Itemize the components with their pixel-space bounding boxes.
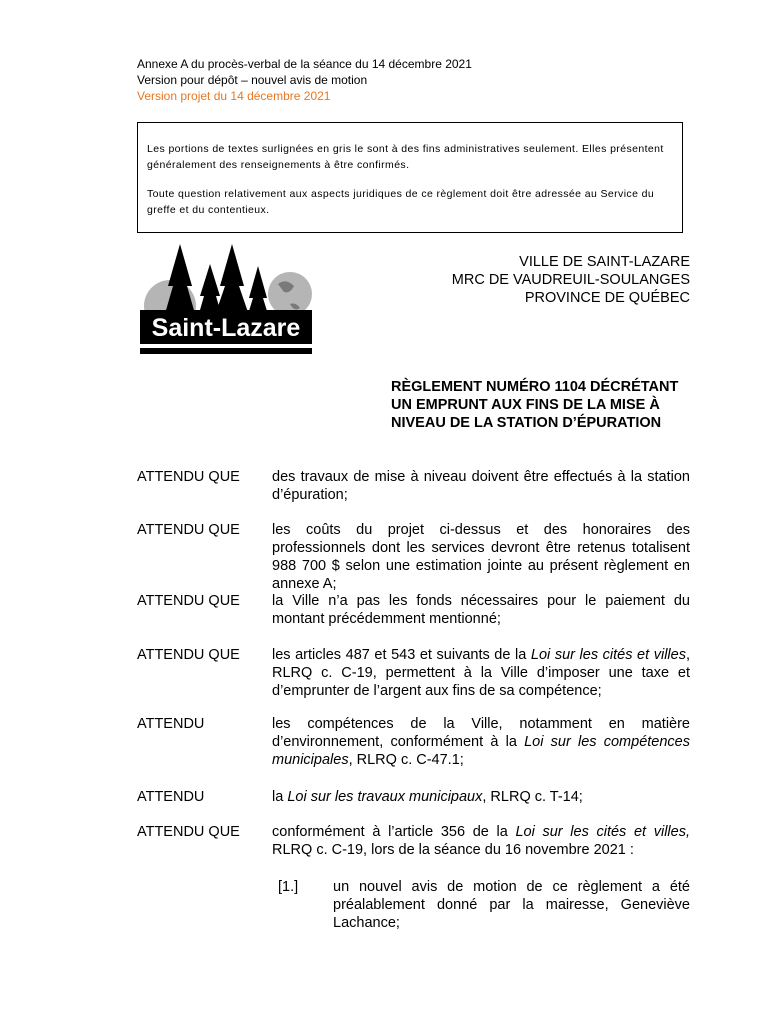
- sub-item-text: un nouvel avis de motion de ce règlement a été préalablement donné par la mairesse, Geneviève Lachance;: [333, 879, 690, 931]
- law-title: Loi sur les cités et villes: [530, 647, 686, 663]
- clause-label: ATTENDU QUE: [137, 522, 240, 538]
- logo-text: Saint-Lazare: [151, 314, 301, 342]
- city-line-2: MRC DE VAUDREUIL-SOULANGES: [451, 272, 690, 288]
- header-line-3: Version projet du 14 décembre 2021: [137, 89, 331, 103]
- clause-text-part: , RLRQ c. C-47.1;: [348, 752, 464, 768]
- law-title: Loi sur les compétences municipales: [272, 734, 690, 768]
- clause-text: [272, 788, 690, 806]
- clause-text: des travaux de mise à niveau doivent être effectués à la station d’épuration;: [272, 469, 690, 503]
- clause-label: ATTENDU: [137, 716, 205, 732]
- clause-label: ATTENDU QUE: [137, 593, 240, 609]
- clause-label: ATTENDU QUE: [137, 469, 240, 485]
- clause-text-part: RLRQ c. C-19, lors de la séance du 16 novembre 2021 :: [272, 842, 634, 858]
- law-title: Loi sur les cités et villes,: [515, 824, 690, 840]
- admin-notice-box: [137, 122, 683, 233]
- clause-text: les coûts du projet ci-dessus et des honoraires des professionnels dont les services devront être retenus totalisent 988 700 $ selon une estimation jointe au présent règlement en annexe A;: [272, 522, 690, 592]
- clause-label: ATTENDU: [137, 789, 205, 805]
- sub-item-number: [1.]: [278, 879, 299, 895]
- clause-text-part: conformément à l’article 356 de la: [272, 824, 516, 840]
- city-line-1: VILLE DE SAINT-LAZARE: [519, 254, 690, 270]
- notice-paragraph-1: Les portions de textes surlignées en gris le sont à des fins administratives seulement. Elles présentent généralement des renseignements à être confirmés.: [147, 143, 664, 171]
- bylaw-title: RÈGLEMENT NUMÉRO 1104 DÉCRÉTANT UN EMPRUNT AUX FINS DE LA MISE À NIVEAU DE LA STATION D’ÉPURATION: [391, 379, 679, 431]
- clause-label: ATTENDU QUE: [137, 647, 240, 663]
- header-line-1: Annexe A du procès-verbal de la séance du 14 décembre 2021: [137, 57, 472, 71]
- clause-text-part: les compétences de la Ville, notamment en matière d’environnement, conformément à la: [272, 716, 690, 750]
- saint-lazare-logo-icon: [140, 244, 312, 364]
- notice-paragraph-2: Toute question relativement aux aspects juridiques de ce règlement doit être adressée au Service du greffe et du contentieux.: [147, 188, 655, 216]
- clause-text: la Ville n’a pas les fonds nécessaires pour le paiement du montant précédemment mentionné;: [272, 593, 690, 627]
- clause-text-part: , RLRQ c. T-14;: [482, 789, 583, 805]
- clause-label: ATTENDU QUE: [137, 824, 240, 840]
- city-line-3: PROVINCE DE QUÉBEC: [524, 290, 690, 306]
- clause-text-part: les articles 487 et 543 et suivants de la: [272, 647, 531, 663]
- clause-text-part: , RLRQ c. C-19, permettent à la Ville d’imposer une taxe et d’emprunter de l’argent aux fins de sa compétence;: [272, 647, 690, 699]
- clause-text-part: la: [272, 789, 288, 805]
- law-title: Loi sur les travaux municipaux: [287, 789, 483, 805]
- clause-text: [272, 823, 690, 859]
- clause-text: [272, 715, 690, 769]
- header-line-2: Version pour dépôt – nouvel avis de motion: [137, 73, 368, 87]
- clause-text: [272, 646, 690, 700]
